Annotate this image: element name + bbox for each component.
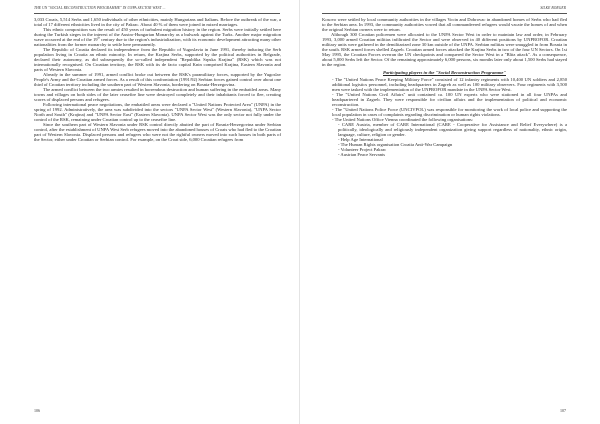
right-page	[300, 0, 600, 424]
paragraph: Although 300 Croatian policemen were allocated to the UNPA Sector West in order to maintain law and order, in February 1993, 3,000 armed Croatian militias infiltrated the Sector and were observed in 40 different positions by UNPROFOR. Croatian military units were gathered in the demilitarized zone 30 km outside of the UNPA. Serbian militias were smuggled in from Bosnia in the south. RSK armed forces shelled Zagreb. Croatian armed forces attacked the Krajina Serbs in two of the four UN Sectors. On 1st May 1995, the Croatian Forces overran the UN checkpoints and conquered the Sector West in a "Blitz attack". As a consequence, about 5,000 Serbs left the Sector. Of the remaining approximately 6,000 persons, six months later only about 1,500 Serbs had stayed in the region.	[322, 32, 567, 67]
paragraph: Kosovo were settled by local community authorities in the villages Vocin and Dobrovac in abandoned homes of Serbs who had fled to the Serbian area. In 1993, the community authorities vowed that all commandeered refugees would vacate the homes of and when the original Serbian owners were to return.	[322, 17, 567, 32]
list-item: - The United Nations Office Vienna coordinated the following organisations:	[332, 117, 474, 122]
section-title: Participating players in the "Social Reconstruction Programme"	[382, 70, 506, 75]
right-running-head: SILKE BORGER	[540, 6, 566, 10]
left-page-number: 106	[34, 408, 40, 413]
paragraph: Already in the summer of 1991, armed conflict broke out between the RSK's paramilitary forces, supported by the Yugoslav People's Army and the Croatian armed forces. As a result of this confrontation (1991/92) Serbian forces gained control over about one third of Croatian territory including the southern part of Western Slavonia, bordering on Bosnia-Herzegovina.	[34, 72, 281, 87]
paragraph: Since the southern part of Western Slavonia under RSK control directly abutted the part of Bosnia-Herzegovina under Serbian control, after the establishment of UNPA West Serb refugees moved into the abandoned houses of Croats who had fled to the Croatian part of Western Slavonia. Displaced persons and refugees who were not the rightful owners moved into such houses in both parts of the Sector, either under Croatian or Serbian control. For example, on the Croat side, 6,000 Croatian refugees from	[34, 122, 281, 142]
paragraph: 3,033 Croats, 5,514 Serbs and 1,650 individuals of other ethnicities, mainly Hungarians and Italians. Before the outbreak of the war, a total of 17 different ethnicities lived in the city of Pakrac. About 40 % of them were joined in mixed marriages.	[34, 17, 281, 27]
list-item: - CARE Austria, member of CARE International (CARE - Cooperative for Assistance and Relief Everywhere) is a politically, ideologically and religiously independent organization giving support regardless of nationality, ethnic origin, language, culture, religion or gender.	[338, 122, 567, 137]
paragraph: Following international peace negotiations, the embattled areas were declared a "United Nations Protected Area" (UNPA) in the spring of 1992. Administratively, the area was subdivided into the sectors "UNPA Sector West" (Western Slavonia), "UNPA Sector North and South" (Krajina) and "UNPA Sector East" (Eastern Slavonia). UNPA Sector West was the only sector not fully under the control of the RSK, remaining under Croatian control up to the ceasefire line.	[34, 102, 281, 122]
paragraph: The Republic of Croatia declared its independence from the Republic of Yugoslavia in June 1991, thereby inducing the Serb population living in Croatia an ethnic minority. In return, the Krajina Serbs, supported by the political authorities in Belgrade, declared their autonomy, as did subsequently the so-called independent "Republika Srpska Krajina" (RSK) which was not internationally recognised. On Croatian territory, the RSK with its de facto capital Knin comprised Krajina, Eastern Slavonia and parts of Western Slavonia.	[34, 47, 281, 72]
paragraph-text: century due to the region's industrialization, with its economic development attracting many other nationalities from the former monarchy to settle here permanently.	[34, 37, 281, 47]
list-item: - The "United Nations Police Force (UNCIVPOL) was responsible for monitoring the work of local police and supporting the local population in cases of complaints regarding discrimination or human rights violations.	[332, 107, 567, 117]
list-item: - Austrian Peace Servants	[338, 152, 386, 157]
left-running-head: THE UN "SOCIAL RECONSTRUCTION PROGRAMME" IN UNPA SECTOR WEST ...	[34, 6, 166, 10]
list-item: - The "United Nations Peace Keeping Military Force" consisted of 12 infantry regiments with 10,400 UN soldiers and 2,850 additional logistics personnel, including headquarters in Zagreb as well as 100 military observers. Four regiments with 3,500 men were tasked with the implementation of the UNPROFOR mandate in the UNPA Sector West.	[332, 77, 567, 92]
right-header-rule	[322, 13, 567, 14]
list-item: - Help Age International	[338, 137, 383, 142]
paragraph	[34, 27, 281, 47]
right-page-number: 107	[560, 408, 566, 413]
right-body-text	[322, 17, 567, 157]
paragraph-text: This ethnic composition was the result of 450 years of turbulent migration history in the region. Serbs were initially settled here during the Turkish sieges in the interest of the Austro-Hungarian Monarchy as a bulwark against the Turks. Another major migration wave occurred at the end of the 19	[34, 27, 281, 42]
paragraph: The armed conflict between the two armies resulted in horrendous destruction and human suffering in the embattled areas. Many towns and villages on both sides of the later ceasefire line were destroyed completely and their inhabitants forced to flee, creating scores of displaced persons and refugees.	[34, 87, 281, 102]
left-header-rule	[34, 13, 280, 14]
list-item: - The "United Nations Civil Affairs" unit contained ca. 100 UN experts who were stationed in all four UNPAs and headquartered in Zagreb. They were responsible for civilian affairs and the implementation of political and economic reconstruction.	[332, 92, 567, 107]
list-item: - Volunteer Project Pakrac	[338, 147, 387, 152]
left-body-text	[34, 17, 281, 142]
century-suffix: th	[97, 36, 100, 40]
list-item: - The Human Rights organisation Croatia Anti-War Campaign	[338, 142, 453, 147]
